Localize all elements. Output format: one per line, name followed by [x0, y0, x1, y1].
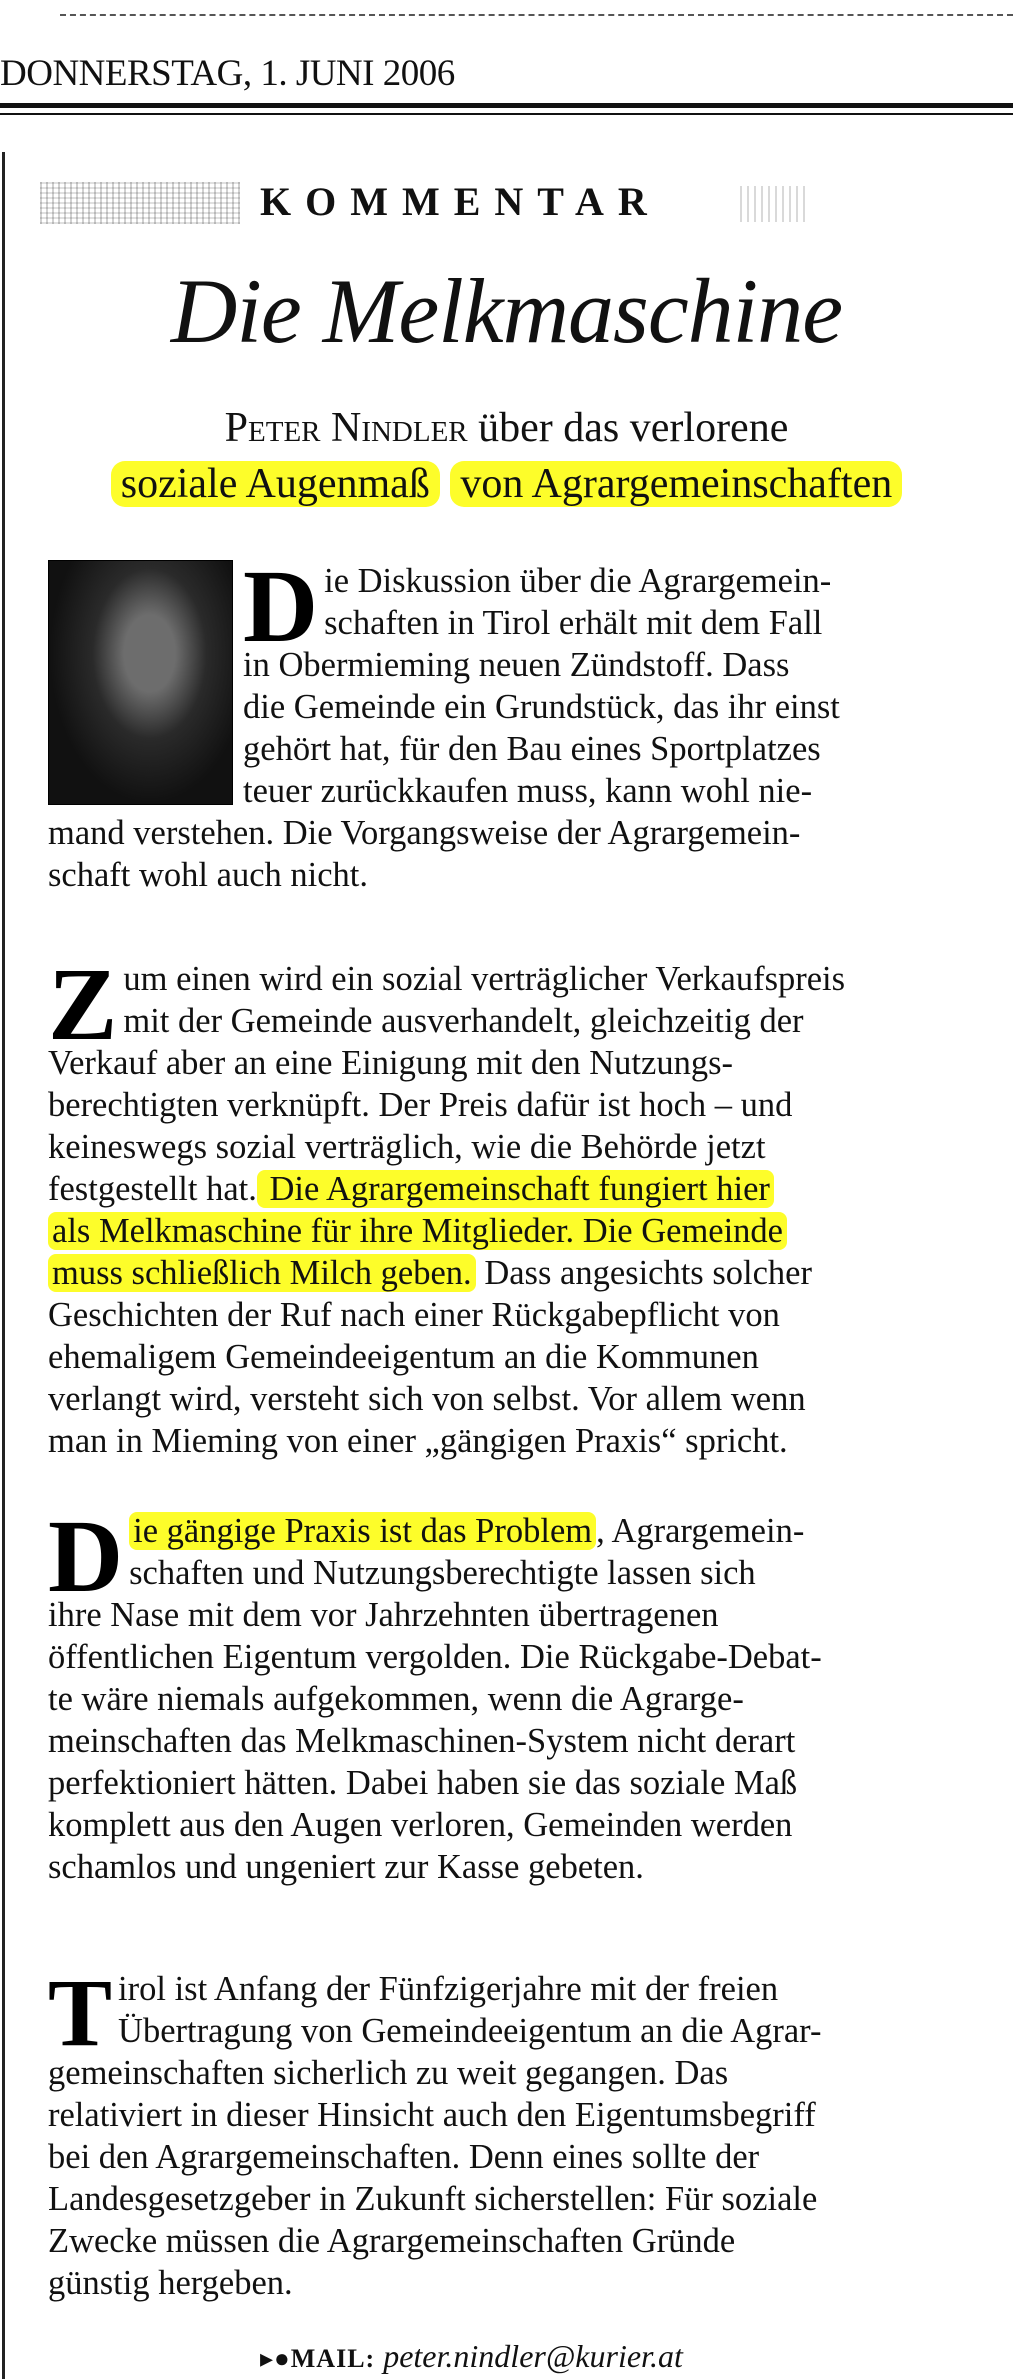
p2-line: berechtigten verknüpft. Der Preis dafür ist hoch – und: [48, 1086, 793, 1124]
subline-line-1: [0, 400, 1013, 456]
dropcap-t: T: [48, 1959, 113, 2066]
p1-line: gehört hat, für den Bau eines Sportplatzes: [243, 730, 821, 768]
p1-line: schaften in Tirol erhält mit dem Fall: [324, 604, 823, 642]
subline-line-2: [0, 456, 1013, 512]
p1-line: schaft wohl auch nicht.: [48, 856, 368, 894]
paragraph-1: [48, 549, 958, 896]
dropcap-d: D: [243, 549, 319, 664]
p4-line: bei den Agrargemeinschaften. Denn eines sollte der: [48, 2138, 760, 2176]
kicker-label: KOMMENTAR: [260, 179, 661, 224]
subline-highlight-2: von Agrargemeinschaften: [450, 461, 902, 507]
p3-line: meinschaften das Melkmaschinen-System nicht derart: [48, 1722, 796, 1760]
p2-highlight: Die Agrargemeinschaft fungiert hier: [257, 1170, 774, 1208]
p2-line: [48, 1252, 958, 1294]
p1-line: teuer zurückkaufen muss, kann wohl nie-: [243, 772, 813, 810]
p2-line: keineswegs sozial verträglich, wie die Behörde jetzt: [48, 1128, 766, 1166]
p1-line: mand verstehen. Die Vorgangsweise der Agrargemein-: [48, 814, 801, 852]
p3-text: , Agrargemein-: [596, 1512, 805, 1550]
p3-line: perfektioniert hätten. Dabei haben sie das soziale Maß: [48, 1764, 798, 1802]
dropcap-d2: D: [48, 1499, 124, 1614]
p4-line: Landesgesetzgeber in Zukunft sicherstellen: Für soziale: [48, 2180, 818, 2218]
paragraph-3: [48, 1499, 958, 1888]
p2-line: man in Mieming von einer „gängigen Praxis“ spricht.: [48, 1422, 788, 1460]
p2-highlight: als Melkmaschine für ihre Mitglieder. Die Gemeinde: [48, 1212, 787, 1250]
author-email-link[interactable]: peter.nindler@kurier.at: [383, 2338, 683, 2374]
paragraph-2: [48, 947, 958, 1462]
page-date: DONNERSTAG, 1. JUNI 2006: [0, 53, 455, 94]
headline: Die Melkmaschine: [170, 260, 843, 362]
p3-highlight: ie gängige Praxis ist das Problem: [129, 1512, 596, 1550]
p3-line: te wäre niemals aufgekommen, wenn die Agrarge-: [48, 1680, 744, 1718]
header-rule-thick: [0, 103, 1013, 108]
p1-line: die Gemeinde ein Grundstück, das ihr einst: [243, 688, 840, 726]
p2-line: ehemaligem Gemeindeeigentum an die Kommunen: [48, 1338, 759, 1376]
p4-line: Zwecke müssen die Agrargemeinschaften Gründe: [48, 2222, 736, 2260]
email-label: ▸●MAIL:: [260, 2344, 376, 2373]
subline-highlight-1: soziale Augenmaß: [111, 461, 440, 507]
p2-line: [48, 1210, 958, 1252]
p4-line: günstig hergeben.: [48, 2264, 293, 2302]
kicker-texture: [40, 182, 240, 224]
subline-text: über das verlorene: [478, 405, 789, 451]
p2-line: [48, 1168, 958, 1210]
kicker-texture-right: [740, 186, 810, 222]
p2-highlight: muss schließlich Milch geben.: [48, 1254, 476, 1292]
p2-line: mit der Gemeinde ausverhandelt, gleichzeitig der: [123, 1002, 804, 1040]
p4-line: gemeinschaften sicherlich zu weit gegangen. Das: [48, 2054, 729, 2092]
p2-line: Geschichten der Ruf nach einer Rückgabepflicht von: [48, 1296, 780, 1334]
p1-line: in Obermieming neuen Zündstoff. Dass: [243, 646, 790, 684]
author-email-row: [260, 2338, 683, 2375]
p3-line: schaften und Nutzungsberechtigte lassen sich: [129, 1554, 756, 1592]
p3-line: ihre Nase mit dem vor Jahrzehnten übertragenen: [48, 1596, 719, 1634]
p3-line: schamlos und ungeniert zur Kasse gebeten.: [48, 1848, 644, 1886]
dropcap-z: Z: [48, 947, 118, 1062]
p2-line: Verkauf aber an eine Einigung mit den Nutzungs-: [48, 1044, 733, 1082]
author-name: Peter Nindler: [224, 405, 468, 451]
p3-line: [48, 1510, 958, 1552]
kicker-row: [40, 172, 740, 232]
paragraph-4: [48, 1959, 958, 2304]
p3-line: komplett aus den Augen verloren, Gemeinden werden: [48, 1806, 793, 1844]
p2-line: verlangt wird, versteht sich von selbst. Vor allem wenn: [48, 1380, 806, 1418]
p4-line: Übertragung von Gemeindeeigentum an die Agrar-: [118, 2012, 822, 2050]
p2-line: um einen wird ein sozial verträglicher Verkaufspreis: [123, 960, 846, 998]
top-dashed-rule: [60, 14, 1013, 16]
p2-text: Dass angesichts solcher: [475, 1254, 812, 1292]
p1-wrapped: [48, 549, 958, 812]
header-rule-thin: [0, 113, 1013, 115]
p4-line: relativiert in dieser Hinsicht auch den Eigentumsbegriff: [48, 2096, 816, 2134]
p2-text: festgestellt hat.: [48, 1170, 257, 1208]
p3-line: öffentlichen Eigentum vergolden. Die Rückgabe-Debat-: [48, 1638, 822, 1676]
p1-line: ie Diskussion über die Agrargemein-: [324, 562, 832, 600]
subline: [0, 400, 1013, 512]
p4-line: irol ist Anfang der Fünfzigerjahre mit der freien: [118, 1970, 779, 2008]
